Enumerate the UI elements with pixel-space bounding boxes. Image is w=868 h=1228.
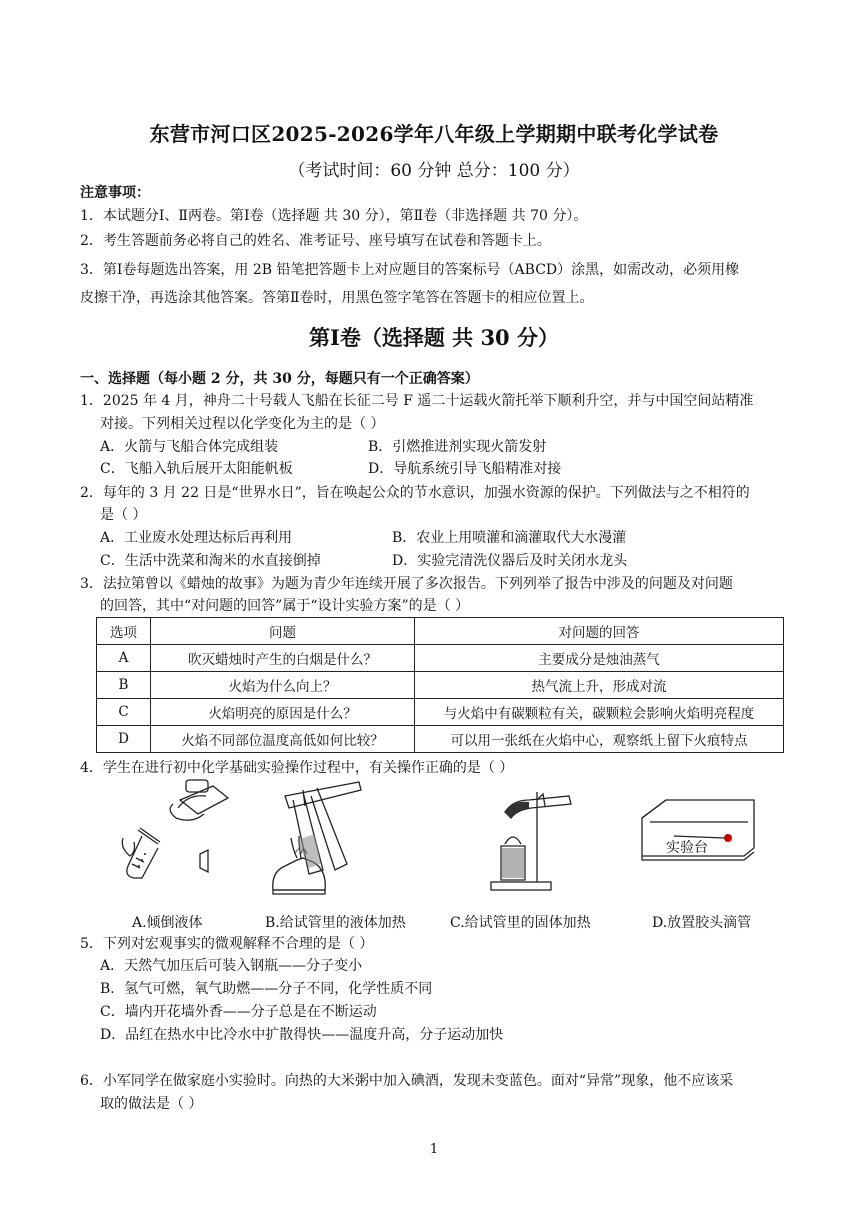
q3-stem-line2: 的回答，其中“对问题的回答”属于“设计实验方案”的是（ ） (100, 598, 470, 614)
table-cell: 可以用一张纸在火焰中心，观察纸上留下火痕特点 (415, 726, 784, 753)
q5-option-b: B．氢气可燃，氧气助燃——分子不同，化学性质不同 (100, 981, 433, 997)
table-cell: 主要成分是烛油蒸气 (415, 645, 784, 672)
q2-stem-line1: 2．每年的 3 月 22 日是“世界水日”，旨在唤起公众的节水意识，加强水资源的保护。下列做法与之不相符的 (80, 485, 750, 501)
heating-solid-figure (485, 778, 585, 896)
q4-caption-a: A.倾倒液体 (132, 915, 203, 931)
notice-item-3: 3．第Ⅰ卷每题选出答案，用 2B 铅笔把答题卡上对应题目的答案标号（ABCD）涂黑，如需改动，必须用橡 (80, 262, 740, 278)
dropper-on-bench-figure (636, 796, 760, 884)
section-title: 第Ⅰ卷（选择题 共 30 分） (309, 325, 559, 350)
table-cell: A (97, 645, 151, 672)
q2-option-a: A．工业废水处理达标后再利用 (100, 530, 293, 546)
table-header: 问题 (151, 618, 415, 645)
table-cell: B (97, 672, 151, 699)
table-row (97, 699, 784, 726)
bench-label: 实验台 (666, 839, 708, 855)
q1-option-d: D．导航系统引导飞船精准对接 (368, 461, 562, 477)
exam-title: 东营市河口区2025-2026学年八年级上学期期中联考化学试卷 (149, 122, 719, 146)
q2-stem-line2: 是（ ） (100, 507, 147, 523)
table-cell: 吹灭蜡烛时产生的白烟是什么？ (151, 645, 415, 672)
q1-option-b: B．引燃推进剂实现火箭发射 (368, 439, 547, 455)
q4-caption-d: D.放置胶头滴管 (652, 915, 752, 931)
pouring-liquid-figure (118, 778, 238, 896)
table-cell: 与火焰中有碳颗粒有关，碳颗粒会影响火焰明亮程度 (415, 699, 784, 726)
heating-liquid-figure (255, 778, 390, 902)
table-cell: 火焰为什么向上？ (151, 672, 415, 699)
table-row (97, 726, 784, 753)
q4-caption-c: C.给试管里的固体加热 (450, 915, 591, 931)
part-heading: 一、选择题（每小题 2 分，共 30 分，每题只有一个正确答案） (80, 371, 479, 387)
table-cell: 火焰明亮的原因是什么？ (151, 699, 415, 726)
q4-stem: 4．学生在进行初中化学基础实验操作过程中，有关操作正确的是（ ） (80, 760, 514, 776)
q1-option-c: C．飞船入轨后展开太阳能帆板 (100, 461, 293, 477)
q2-option-b: B．农业上用喷灌和滴灌取代大水漫灌 (392, 530, 627, 546)
q4-caption-b: B.给试管里的液体加热 (265, 915, 406, 931)
q5-option-c: C．墙内开花墙外香——分子总是在不断运动 (100, 1004, 377, 1020)
notice-heading: 注意事项： (80, 185, 150, 201)
q2-option-d: D．实验完清洗仪器后及时关闭水龙头 (392, 553, 628, 569)
q1-stem-line2: 对接。下列相关过程以化学变化为主的是（ ） (100, 416, 385, 432)
table-row (97, 645, 784, 672)
q3-stem-line1: 3．法拉第曾以《蜡烛的故事》为题为青少年连续开展了多次报告。下列列举了报告中涉及的问题及对问题 (80, 576, 733, 592)
table-header-row (97, 618, 784, 645)
page-number: 1 (429, 1142, 439, 1157)
q5-stem: 5．下列对宏观事实的微观解释不合理的是（ ） (80, 936, 374, 952)
notice-item-3-cont: 皮擦干净，再选涂其他答案。答第Ⅱ卷时，用黑色签字笔答在答题卡的相应位置上。 (80, 290, 594, 306)
q5-option-a: A．天然气加压后可装入钢瓶——分子变小 (100, 958, 363, 974)
table-cell: 火焰不同部位温度高低如何比较？ (151, 726, 415, 753)
q1-option-a: A．火箭与飞船合体完成组装 (100, 439, 279, 455)
exam-subtitle: （考试时间：60 分钟 总分：100 分） (288, 161, 580, 181)
q6-stem-line2: 取的做法是（ ） (100, 1096, 203, 1112)
q6-stem-line1: 6．小军同学在做家庭小实验时。向热的大米粥中加入碘酒，发现未变蓝色。面对“异常”现象，他不应该采 (80, 1073, 734, 1089)
table-row (97, 672, 784, 699)
table-cell: 热气流上升，形成对流 (415, 672, 784, 699)
q2-option-c: C．生活中洗菜和淘米的水直接倒掉 (100, 553, 321, 569)
notice-item-2: 2．考生答题前务必将自己的姓名、准考证号、座号填写在试卷和答题卡上。 (80, 233, 551, 249)
q3-table (96, 617, 784, 753)
table-cell: D (97, 726, 151, 753)
table-header: 选项 (97, 618, 151, 645)
q5-option-d: D．品红在热水中比冷水中扩散得快——温度升高，分子运动加快 (100, 1027, 504, 1043)
notice-item-1: 1．本试题分Ⅰ、Ⅱ两卷。第Ⅰ卷（选择题 共 30 分），第Ⅱ卷（非选择题 共 70 分）。 (80, 208, 588, 224)
table-cell: C (97, 699, 151, 726)
q1-stem-line1: 1．2025 年 4 月，神舟二十号载人飞船在长征二号 F 遥二十运载火箭托举下顺利升空，并与中国空间站精准 (80, 393, 754, 409)
table-header: 对问题的回答 (415, 618, 784, 645)
